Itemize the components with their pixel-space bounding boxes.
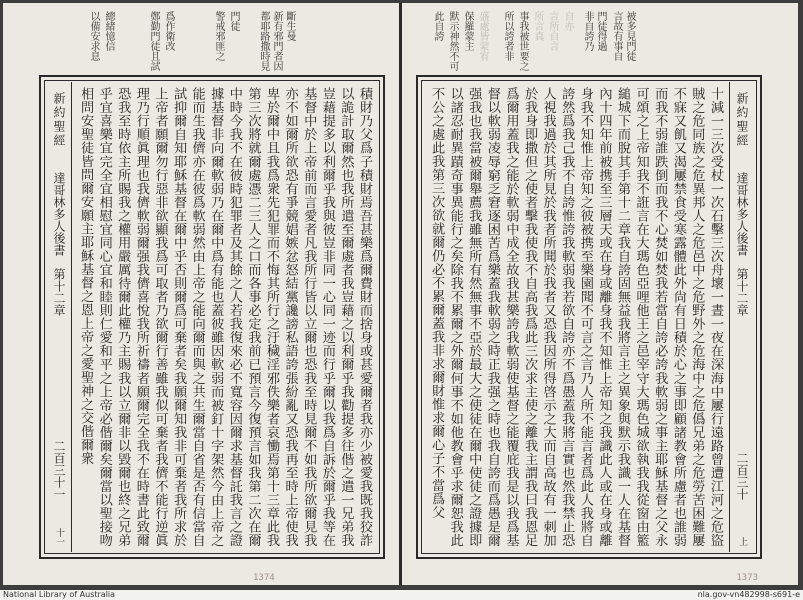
marginal-note: 被多見門徒	[624, 11, 635, 61]
library-stamp: 1373	[736, 573, 758, 583]
image-identifier: nla.gov-vn482998-s691-e	[697, 590, 800, 599]
marginal-note: 自亦	[562, 11, 573, 31]
running-title: 新約聖經	[52, 92, 66, 148]
marginal-note: 警戒邪匪之	[213, 11, 224, 61]
right-page	[402, 3, 798, 585]
viewer-footer	[0, 590, 803, 600]
running-title: 新約聖經	[735, 92, 749, 148]
right-body-text: 十減一三次受杖一次石擊三次舟壞一晝一夜在深海中屢行遠路曾遭江河之危盜賊之危同族之危異邦人之危邑中之危野外之危海中之危僞兄弟之危勞苦困難屢不寐又飢又渴屢禁食受寒露體此外尙有日積於心之事即顧諸教會所慮者也誰弱而我不弱誰跌倒而我不心焚如焚我若當自誇必誇我軟弱之事主耶穌基督之父永可頌之上帝知我不誑言在大瑪色亞哩他王之邑宰守大瑪色城欲執我我從窗由籃縋城下而脫其手第十二章我自誇固無益我將言主之異象與默示我識一人在基督內十四年前被携至三層天或在身或離身我不知惟上帝知之我識此人或在身或離身我不知惟上帝知之彼被携至樂園聞不可言之言乃人所不能言者爲此人我將自誇然爲我己我不自誇惟誇我軟弱我若欲自誇亦不爲愚蓋我將言實也然我禁止恐人視我過於其所見於我者所聞於我者又恐我因所得啓示之大而自高故有一刺加於我身即撒但之使者擊我使我不自高我爲此三次求主使之離我主謂我曰我恩足爲爾用蓋我之能於軟弱中成全故我甚樂誇我軟弱使基督之能覆庇我是以我爲基督以軟弱凌辱窮乏窘逐困苦爲樂蓋我軟弱之時正我强之時也我自誇而爲愚是爾强我也我當被爾舉薦我雖無所有然無事不亞於最大之使徒在爾中使徒之證據即以諸忍耐異蹟奇事異能行之矣除我不累爾之外爾何事不如他教會乎求爾恕我此不公之處此我第三次欲就爾仍必不累爾蓋我非求爾財惟求爾心子不當爲父	[429, 87, 723, 547]
marginal-note: 斷生曼	[284, 11, 295, 41]
right-text-frame	[416, 75, 762, 559]
marginal-note: 保羅蒙主	[462, 11, 473, 51]
marginal-note: 總緒憶信	[103, 11, 114, 51]
marginal-note: 門徒得過	[595, 11, 606, 51]
marginal-note: 言故有事自	[611, 11, 622, 61]
running-chapter: 達哥林多人後書 第十二章	[735, 172, 749, 316]
marginal-note: 都耶路撒時見	[258, 11, 269, 71]
left-page	[3, 3, 399, 585]
left-running-head	[47, 82, 72, 552]
marginal-note: 默示神然不可	[447, 11, 458, 71]
page-number: 二百三十一	[52, 440, 66, 500]
institution-credit: National Library of Australia	[3, 590, 116, 599]
volume-mark: 十一	[54, 528, 64, 546]
marginal-note: 所言真	[532, 11, 543, 41]
marginal-note: 言所自言	[547, 11, 558, 51]
marginal-note: 以備安求息	[88, 11, 99, 61]
marginal-note: 爲作衛改	[163, 11, 174, 51]
left-text-frame	[39, 75, 385, 559]
volume-mark: 上	[737, 537, 747, 546]
page-number: 二百三十	[735, 452, 749, 500]
marginal-note: 此自誇	[432, 11, 443, 41]
running-chapter: 達哥林多人後書 第十二章	[52, 172, 66, 316]
right-running-head	[729, 82, 754, 552]
marginal-note: 鄭勤門徒且試	[148, 11, 159, 71]
marginal-note: 所以誇者非	[502, 11, 513, 61]
marginal-note: 門徒	[228, 11, 239, 31]
marginal-note: 非自誇乃	[582, 11, 593, 51]
marginal-note: 盛處皆蒙宥	[477, 11, 488, 61]
marginal-note: 新有邪門者因	[271, 11, 282, 71]
left-body-text: 積財乃父爲子積財焉吾甚樂爲爾費財而捨身或甚愛爾者我亦少被愛我既我狡詐以詭計取爾然也我所遣至爾處者我豈藉之以利爾乎我勸提多往偕之遣一兄弟我豈藉提多以利爾乎我與彼豈非同一心同一迹而行乎爾以我爲自訴於爾乎我等在基督中於上帝前而言愛者凡我所行皆以立爾也恐我至時見爾不如我所欲爾見我亦不如爾所欲恐有爭競娼嫉忿怒結黨讒謗私語誇張紛亂又恐我再至時上帝使我卑於爾中且我爲衆先犯罪而不悔其所行之汙穢淫邪佚樂者哀慟焉第十三章此我第三次將就爾處憑二三人之口而各事必定我前已預言今復預言如我第二次在爾中時今我不在彼時犯罪者及其餘之人若我復來必不寬容因爾求基督託我言之證據基督非向爾軟弱乃在爾中爲有能也蓋彼雖因軟弱而被釘十字架然今由上帝之能而生我儕亦在彼爲軟弱然由上帝之能向爾而與之共生爾當自省是否有信當自試抑爾自知耶穌基督在爾中乎否則爾爲可棄者矣我願爾知我非可棄者我所求於上帝者願爾勿行惡非欲顯我爲可取者乃欲爾行善雖我似可棄者我儕不能行逆眞理乃行順眞理也我儕軟弱爾强我儕喜悅我所祈禱者願爾完全我不在時書此致爾恐我至時依主所賜我之權用嚴厲待爾此權乃主賜我以立爾非以毀爾也終之兄弟乎宜喜樂宜完全宜相慰宜同心宜和睦則仁愛和平之上帝必偕爾矣爾當以聖接吻相問安聖徒皆問爾安願主耶穌基督之恩上帝之愛聖神之交偕爾衆	[78, 87, 372, 547]
library-stamp: 1374	[253, 573, 275, 583]
marginal-note: 事我被世要之	[517, 11, 528, 71]
